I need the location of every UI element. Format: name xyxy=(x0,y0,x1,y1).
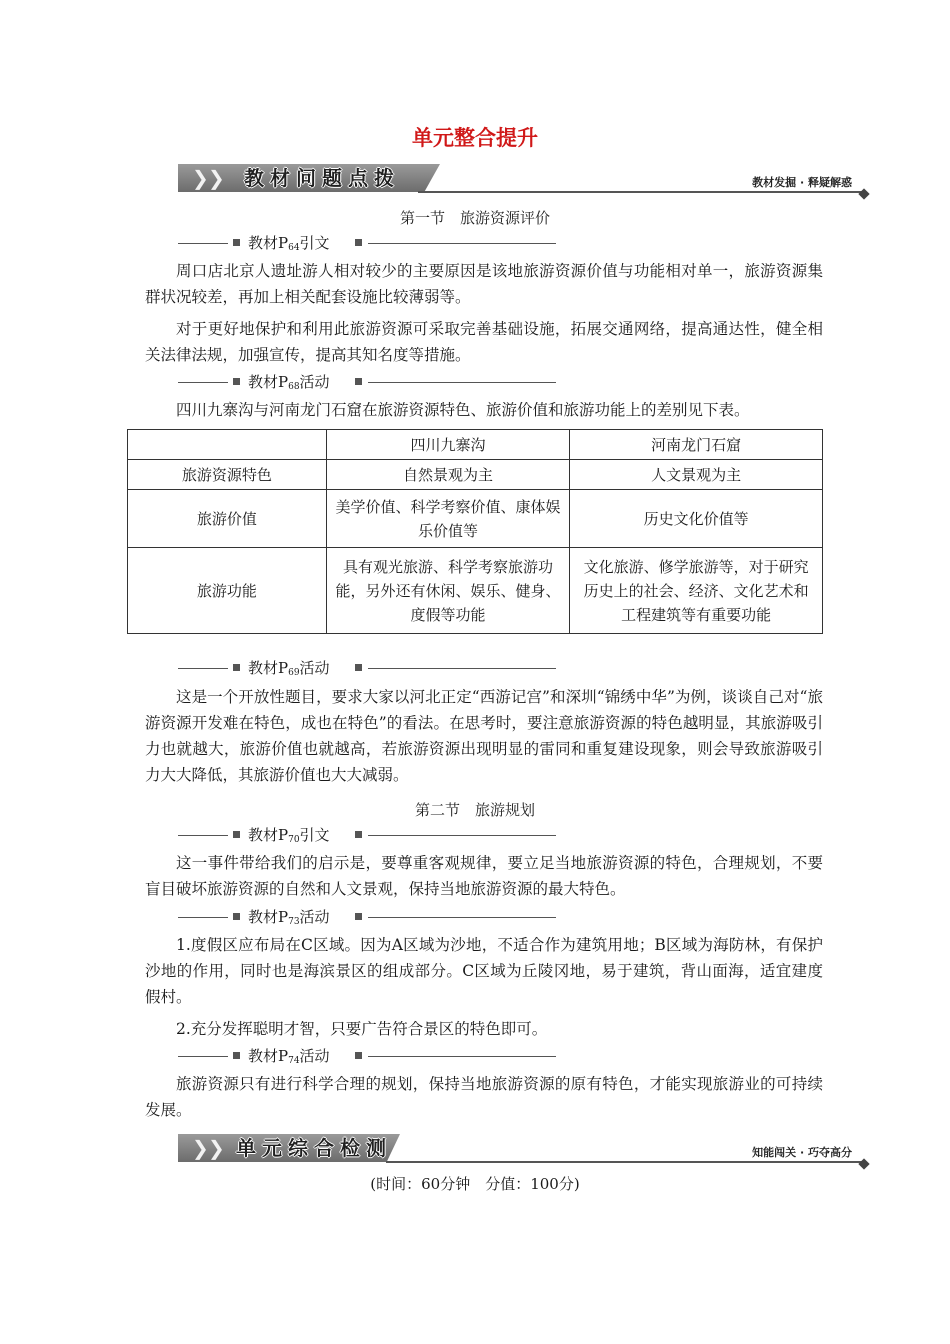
table-cell: 人文景观为主 xyxy=(570,460,823,490)
square-bullet-icon xyxy=(233,239,240,246)
section-banner-textbook xyxy=(178,164,868,194)
time-score-info: (时间：60分钟 分值：100分) xyxy=(370,1175,580,1193)
square-bullet-icon xyxy=(355,239,362,246)
table-cell: 自然景观为主 xyxy=(326,460,570,490)
textbook-tag xyxy=(178,372,556,392)
banner-rule xyxy=(418,191,862,193)
section-heading: 第一节 旅游资源评价 xyxy=(399,209,550,227)
tag-text: 教材$P_{70}$引文 xyxy=(248,826,330,845)
textbook-tag xyxy=(178,1046,556,1066)
banner-subtitle: 知能闯关 · 巧夺高分 xyxy=(752,1146,852,1159)
paragraph: 周口店北京人遗址游人相对较少的主要原因是该地旅游资源价值与功能相对单一，旅游资源集群状况较差，再加上相关配套设施比较薄弱等。 xyxy=(145,262,823,306)
textbook-tag xyxy=(178,658,556,678)
square-bullet-icon xyxy=(233,664,240,671)
table-cell: 具有观光旅游、科学考察旅游功能，另外还有休闲、娱乐、健身、度假等功能 xyxy=(326,548,570,634)
banner-title: 单元综合检测 xyxy=(236,1136,392,1160)
square-bullet-icon xyxy=(355,831,362,838)
tag-text: 教材$P_{73}$活动 xyxy=(248,908,330,927)
comparison-table xyxy=(127,429,823,634)
tag-text: 教材$P_{74}$活动 xyxy=(248,1047,330,1066)
table-row xyxy=(128,490,823,548)
paragraph: 对于更好地保护和利用此旅游资源可采取完善基础设施，拓展交通网络，提高通达性，健全相关法律法规，加强宣传，提高其知名度等措施。 xyxy=(145,320,823,364)
table-row xyxy=(128,460,823,490)
tag-text: 教材$P_{68}$活动 xyxy=(248,373,330,392)
textbook-tag xyxy=(178,907,556,927)
banner-rule xyxy=(386,1161,862,1163)
table-header-cell xyxy=(128,430,327,460)
square-bullet-icon xyxy=(233,913,240,920)
page-title: 单元整合提升 xyxy=(412,126,538,150)
textbook-tag xyxy=(178,233,556,253)
square-bullet-icon xyxy=(355,664,362,671)
table-cell: 美学价值、科学考察价值、康体娱乐价值等 xyxy=(326,490,570,548)
paragraph: 这是一个开放性题目，要求大家以河北正定“西游记宫”和深圳“锦绣中华”为例，谈谈自己对“旅游资源开发难在特色，成也在特色”的看法。在思考时，要注意旅游资源的特色越明显，其旅游吸引力也就越大，旅游价值也就越高，若旅游资源出现明显的雷同和重复建设现象，则会导致旅游吸引力大大降低，其旅游价值也大大减弱。 xyxy=(145,688,823,784)
table-cell: 旅游价值 xyxy=(128,490,327,548)
square-bullet-icon xyxy=(233,831,240,838)
square-bullet-icon xyxy=(355,913,362,920)
table-header-row xyxy=(128,430,823,460)
paragraph: 2.充分发挥聪明才智，只要广告符合景区的特色即可。 xyxy=(176,1020,548,1038)
square-bullet-icon xyxy=(355,378,362,385)
table-header-cell: 河南龙门石窟 xyxy=(570,430,823,460)
banner-subtitle: 教材发掘 · 释疑解惑 xyxy=(752,176,852,189)
table-cell: 历史文化价值等 xyxy=(570,490,823,548)
square-bullet-icon xyxy=(233,378,240,385)
square-bullet-icon xyxy=(355,1052,362,1059)
section-heading: 第二节 旅游规划 xyxy=(414,801,535,819)
chevron-right-icon: ❯ xyxy=(208,1136,225,1160)
tag-text: 教材$P_{64}$引文 xyxy=(248,234,330,253)
textbook-tag xyxy=(178,825,556,845)
section-banner-test xyxy=(178,1134,868,1164)
paragraph: 1.度假区应布局在C区域。因为A区域为沙地，不适合作为建筑用地；B区域为海防林，有保护沙地的作用，同时也是海滨景区的组成部分。C区域为丘陵冈地，易于建筑，背山面海，适宜建度假村。 xyxy=(145,936,823,1006)
table-row xyxy=(128,548,823,634)
table-cell: 文化旅游、修学旅游等，对于研究历史上的社会、经济、文化艺术和工程建筑等有重要功能 xyxy=(570,548,823,634)
square-bullet-icon xyxy=(233,1052,240,1059)
chevron-right-icon: ❯ xyxy=(192,1136,209,1160)
paragraph: 四川九寨沟与河南龙门石窟在旅游资源特色、旅游价值和旅游功能上的差别见下表。 xyxy=(176,401,750,419)
table-cell: 旅游资源特色 xyxy=(128,460,327,490)
paragraph: 这一事件带给我们的启示是，要尊重客观规律，要立足当地旅游资源的特色，合理规划，不要盲目破坏旅游资源的自然和人文景观，保持当地旅游资源的最大特色。 xyxy=(145,854,823,898)
chevron-right-icon: ❯ xyxy=(208,166,225,190)
table-cell: 旅游功能 xyxy=(128,548,327,634)
banner-title: 教材问题点拨 xyxy=(244,166,400,190)
table-header-cell: 四川九寨沟 xyxy=(326,430,570,460)
paragraph: 旅游资源只有进行科学合理的规划，保持当地旅游资源的原有特色，才能实现旅游业的可持续发展。 xyxy=(145,1075,823,1119)
chevron-right-icon: ❯ xyxy=(192,166,209,190)
tag-text: 教材$P_{69}$活动 xyxy=(248,659,330,678)
